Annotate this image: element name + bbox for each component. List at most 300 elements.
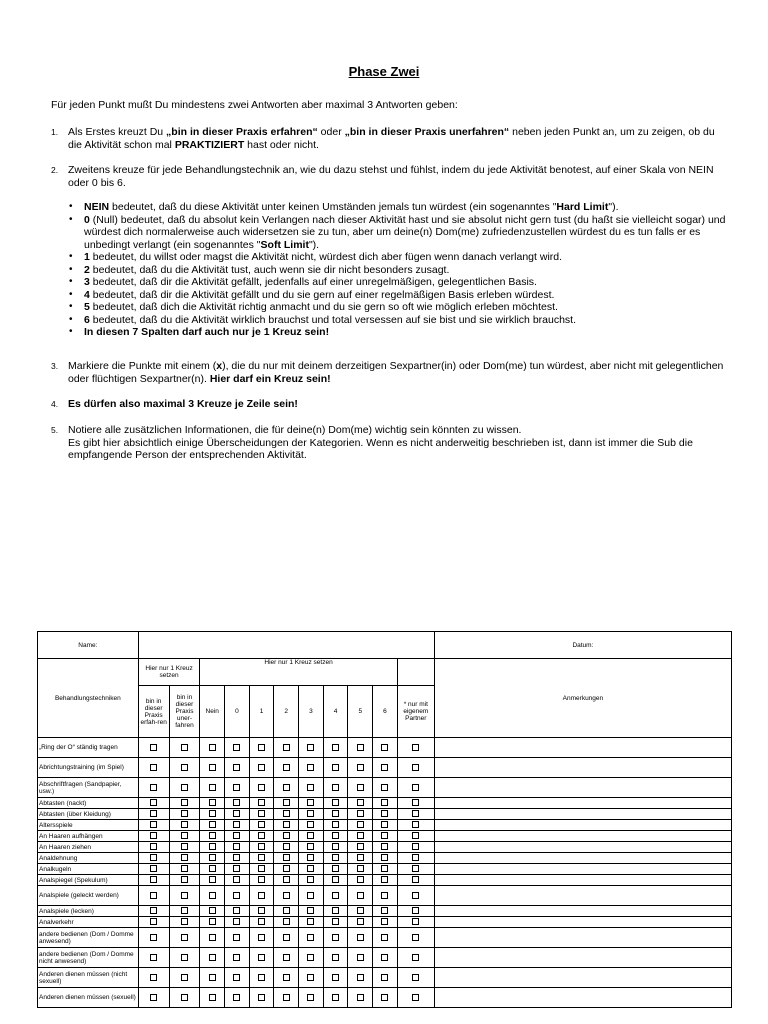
- checkbox[interactable]: [412, 854, 419, 861]
- checkbox[interactable]: [258, 892, 265, 899]
- anmerkungen-cell[interactable]: [434, 864, 731, 875]
- checkbox[interactable]: [381, 799, 388, 806]
- checkbox[interactable]: [209, 892, 216, 899]
- checkbox[interactable]: [332, 918, 339, 925]
- checkbox[interactable]: [332, 799, 339, 806]
- checkbox-cell: [249, 928, 274, 948]
- checkbox[interactable]: [209, 744, 216, 751]
- checkbox[interactable]: [233, 994, 240, 1001]
- list-item: • NEIN bedeutet, daß du diese Aktivität unter keinen Umständen jemals tun würdest (ein sogenanntes "Hard Limit").: [68, 201, 728, 214]
- checkbox[interactable]: [357, 821, 364, 828]
- checkbox[interactable]: [307, 954, 314, 961]
- checkbox-cell: [348, 758, 373, 778]
- checkbox[interactable]: [412, 799, 419, 806]
- checkbox[interactable]: [209, 876, 216, 883]
- checkbox[interactable]: [150, 843, 157, 850]
- checkbox-cell: [249, 831, 274, 842]
- checkbox[interactable]: [412, 865, 419, 872]
- checkbox[interactable]: [332, 784, 339, 791]
- checkbox[interactable]: [357, 994, 364, 1001]
- checkbox-cell: [169, 798, 200, 809]
- checkbox[interactable]: [258, 918, 265, 925]
- techniques-table: [37, 631, 732, 1008]
- checkbox[interactable]: [283, 744, 290, 751]
- checkbox[interactable]: [412, 974, 419, 981]
- anmerkungen-cell[interactable]: [434, 831, 731, 842]
- technique-label: Abtasten (über Kleidung): [38, 809, 139, 820]
- checkbox[interactable]: [381, 907, 388, 914]
- checkbox[interactable]: [209, 907, 216, 914]
- checkbox-cell: [348, 917, 373, 928]
- technique-label: andere bedienen (Dom / Domme nicht anwesend): [38, 948, 139, 968]
- checkbox[interactable]: [283, 784, 290, 791]
- checkbox[interactable]: [412, 832, 419, 839]
- checkbox[interactable]: [233, 907, 240, 914]
- checkbox[interactable]: [357, 892, 364, 899]
- checkbox-cell: [225, 820, 250, 831]
- checkbox[interactable]: [181, 799, 188, 806]
- checkbox[interactable]: [381, 918, 388, 925]
- checkbox[interactable]: [332, 764, 339, 771]
- checkbox[interactable]: [150, 865, 157, 872]
- checkbox[interactable]: [307, 994, 314, 1001]
- checkbox[interactable]: [332, 832, 339, 839]
- checkbox[interactable]: [381, 994, 388, 1001]
- checkbox[interactable]: [150, 764, 157, 771]
- col-5: 5: [348, 686, 373, 738]
- checkbox[interactable]: [233, 876, 240, 883]
- checkbox[interactable]: [150, 892, 157, 899]
- checkbox[interactable]: [181, 865, 188, 872]
- checkbox[interactable]: [150, 918, 157, 925]
- checkbox[interactable]: [332, 810, 339, 817]
- checkbox[interactable]: [412, 907, 419, 914]
- checkbox-cell: [225, 809, 250, 820]
- checkbox-cell: [225, 988, 250, 1008]
- checkbox-cell: [323, 831, 348, 842]
- checkbox-cell: [225, 928, 250, 948]
- checkbox[interactable]: [332, 974, 339, 981]
- checkbox-cell: [348, 809, 373, 820]
- checkbox[interactable]: [332, 907, 339, 914]
- checkbox[interactable]: [258, 810, 265, 817]
- checkbox[interactable]: [412, 784, 419, 791]
- page-title: Phase Zwei: [348, 64, 420, 79]
- technique-label: Analspiele (geleckt werden): [38, 886, 139, 906]
- checkbox[interactable]: [307, 907, 314, 914]
- checkbox-cell: [323, 864, 348, 875]
- checkbox[interactable]: [181, 907, 188, 914]
- anmerkungen-cell[interactable]: [434, 988, 731, 1008]
- checkbox[interactable]: [258, 954, 265, 961]
- checkbox[interactable]: [381, 934, 388, 941]
- checkbox[interactable]: [258, 784, 265, 791]
- checkbox-cell: [397, 738, 434, 758]
- checkbox[interactable]: [233, 799, 240, 806]
- checkbox-cell: [138, 886, 169, 906]
- checkbox[interactable]: [150, 934, 157, 941]
- anmerkungen-cell[interactable]: [434, 968, 731, 988]
- checkbox[interactable]: [381, 832, 388, 839]
- checkbox[interactable]: [307, 843, 314, 850]
- checkbox-cell: [138, 864, 169, 875]
- checkbox[interactable]: [357, 865, 364, 872]
- checkbox-cell: [348, 853, 373, 864]
- checkbox[interactable]: [258, 832, 265, 839]
- checkbox[interactable]: [357, 918, 364, 925]
- checkbox-cell: [249, 875, 274, 886]
- checkbox-cell: [249, 917, 274, 928]
- anmerkungen-cell[interactable]: [434, 738, 731, 758]
- checkbox-cell: [373, 988, 398, 1008]
- checkbox[interactable]: [209, 865, 216, 872]
- checkbox-cell: [373, 842, 398, 853]
- checkbox-cell: [169, 906, 200, 917]
- checkbox[interactable]: [150, 954, 157, 961]
- checkbox[interactable]: [307, 865, 314, 872]
- technique-label: An Haaren ziehen: [38, 842, 139, 853]
- checkbox-cell: [373, 778, 398, 798]
- checkbox-cell: [225, 831, 250, 842]
- checkbox-cell: [348, 906, 373, 917]
- checkbox[interactable]: [283, 907, 290, 914]
- checkbox[interactable]: [181, 994, 188, 1001]
- checkbox[interactable]: [381, 810, 388, 817]
- checkbox[interactable]: [357, 876, 364, 883]
- anmerkungen-cell[interactable]: [434, 809, 731, 820]
- checkbox[interactable]: [150, 994, 157, 1001]
- checkbox-cell: [249, 738, 274, 758]
- checkbox-cell: [299, 917, 324, 928]
- checkbox[interactable]: [412, 892, 419, 899]
- checkbox-cell: [225, 968, 250, 988]
- checkbox-cell: [397, 778, 434, 798]
- anmerkungen-cell[interactable]: [434, 948, 731, 968]
- checkbox[interactable]: [258, 994, 265, 1001]
- checkbox-cell: [373, 831, 398, 842]
- list-item: • 6 bedeutet, daß du die Aktivität wirklich brauchst und total versessen auf sie bist und sie wirklich brauchst.: [68, 314, 728, 327]
- checkbox[interactable]: [283, 764, 290, 771]
- checkbox[interactable]: [233, 854, 240, 861]
- checkbox-cell: [373, 809, 398, 820]
- checkbox[interactable]: [258, 799, 265, 806]
- checkbox-cell: [348, 886, 373, 906]
- checkbox[interactable]: [181, 918, 188, 925]
- checkbox[interactable]: [357, 843, 364, 850]
- checkbox[interactable]: [412, 764, 419, 771]
- technique-label: Anderen dienen müssen (nicht sexuell): [38, 968, 139, 988]
- checkbox[interactable]: [258, 744, 265, 751]
- checkbox-cell: [299, 809, 324, 820]
- checkbox[interactable]: [150, 832, 157, 839]
- checkbox-cell: [299, 798, 324, 809]
- checkbox[interactable]: [258, 876, 265, 883]
- checkbox[interactable]: [332, 865, 339, 872]
- checkbox[interactable]: [233, 974, 240, 981]
- checkbox[interactable]: [381, 764, 388, 771]
- checkbox[interactable]: [412, 810, 419, 817]
- table-row: [38, 738, 732, 758]
- checkbox[interactable]: [283, 854, 290, 861]
- checkbox[interactable]: [150, 974, 157, 981]
- checkbox[interactable]: [283, 810, 290, 817]
- checkbox[interactable]: [150, 821, 157, 828]
- anmerkungen-cell[interactable]: [434, 853, 731, 864]
- checkbox[interactable]: [307, 892, 314, 899]
- checkbox[interactable]: [412, 876, 419, 883]
- checkbox[interactable]: [233, 784, 240, 791]
- checkbox[interactable]: [307, 784, 314, 791]
- checkbox[interactable]: [233, 865, 240, 872]
- checkbox[interactable]: [181, 934, 188, 941]
- checkbox[interactable]: [209, 843, 216, 850]
- checkbox[interactable]: [412, 918, 419, 925]
- checkbox[interactable]: [307, 934, 314, 941]
- anmerkungen-cell[interactable]: [434, 758, 731, 778]
- checkbox[interactable]: [381, 954, 388, 961]
- checkbox[interactable]: [283, 918, 290, 925]
- checkbox[interactable]: [209, 854, 216, 861]
- checkbox[interactable]: [357, 907, 364, 914]
- checkbox[interactable]: [332, 821, 339, 828]
- checkbox[interactable]: [357, 810, 364, 817]
- checkbox[interactable]: [209, 832, 216, 839]
- checkbox[interactable]: [209, 994, 216, 1001]
- instruction-1: 1. Als Erstes kreuzt Du „bin in dieser Praxis erfahren“ oder „bin in dieser Praxis unerfahren“ neben jeden Punkt an, um zu zeigen, ob du die Aktivität schon mal PRAKTIZIERT hast oder nicht.: [51, 126, 715, 151]
- checkbox[interactable]: [357, 832, 364, 839]
- checkbox[interactable]: [283, 934, 290, 941]
- checkbox-cell: [225, 875, 250, 886]
- checkbox[interactable]: [258, 907, 265, 914]
- checkbox[interactable]: [307, 821, 314, 828]
- checkbox[interactable]: [181, 744, 188, 751]
- checkbox[interactable]: [181, 892, 188, 899]
- checkbox-cell: [200, 738, 225, 758]
- checkbox[interactable]: [181, 954, 188, 961]
- checkbox[interactable]: [283, 821, 290, 828]
- table-row: [38, 968, 732, 988]
- checkbox[interactable]: [283, 876, 290, 883]
- technique-label: An Haaren aufhängen: [38, 831, 139, 842]
- checkbox[interactable]: [181, 876, 188, 883]
- checkbox[interactable]: [283, 892, 290, 899]
- checkbox[interactable]: [412, 843, 419, 850]
- anmerkungen-cell[interactable]: [434, 917, 731, 928]
- checkbox[interactable]: [181, 832, 188, 839]
- checkbox-cell: [348, 928, 373, 948]
- checkbox[interactable]: [181, 764, 188, 771]
- name-field[interactable]: [138, 632, 434, 659]
- checkbox[interactable]: [258, 764, 265, 771]
- checkbox[interactable]: [258, 865, 265, 872]
- checkbox[interactable]: [357, 854, 364, 861]
- checkbox[interactable]: [283, 865, 290, 872]
- checkbox[interactable]: [209, 784, 216, 791]
- checkbox-cell: [249, 948, 274, 968]
- checkbox[interactable]: [233, 810, 240, 817]
- checkbox[interactable]: [283, 843, 290, 850]
- checkbox[interactable]: [283, 994, 290, 1001]
- checkbox[interactable]: [283, 799, 290, 806]
- table-row: [38, 798, 732, 809]
- technique-label: „Ring der O“ ständig tragen: [38, 738, 139, 758]
- table-row: [38, 875, 732, 886]
- checkbox[interactable]: [307, 810, 314, 817]
- anmerkungen-cell[interactable]: [434, 886, 731, 906]
- checkbox[interactable]: [233, 918, 240, 925]
- checkbox[interactable]: [412, 954, 419, 961]
- checkbox-cell: [225, 778, 250, 798]
- checkbox[interactable]: [307, 832, 314, 839]
- checkbox[interactable]: [307, 918, 314, 925]
- checkbox[interactable]: [181, 974, 188, 981]
- anmerkungen-cell[interactable]: [434, 820, 731, 831]
- checkbox[interactable]: [209, 821, 216, 828]
- checkbox[interactable]: [258, 854, 265, 861]
- technique-label: Abschriftfragen (Sandpapier, usw.): [38, 778, 139, 798]
- checkbox[interactable]: [209, 764, 216, 771]
- checkbox-cell: [348, 778, 373, 798]
- checkbox-cell: [323, 798, 348, 809]
- checkbox-cell: [249, 853, 274, 864]
- list-item: • 2 bedeutet, daß du die Aktivität tust, auch wenn sie dir nicht besonders zusagt.: [68, 264, 728, 277]
- checkbox-cell: [348, 798, 373, 809]
- checkbox[interactable]: [283, 954, 290, 961]
- checkbox[interactable]: [181, 854, 188, 861]
- checkbox[interactable]: [381, 876, 388, 883]
- checkbox[interactable]: [412, 994, 419, 1001]
- checkbox[interactable]: [381, 821, 388, 828]
- checkbox[interactable]: [283, 974, 290, 981]
- checkbox[interactable]: [258, 934, 265, 941]
- checkbox-cell: [348, 820, 373, 831]
- checkbox[interactable]: [258, 974, 265, 981]
- checkbox[interactable]: [357, 799, 364, 806]
- checkbox[interactable]: [150, 784, 157, 791]
- checkbox-cell: [138, 738, 169, 758]
- checkbox[interactable]: [150, 810, 157, 817]
- table-row: [38, 917, 732, 928]
- checkbox[interactable]: [357, 954, 364, 961]
- checkbox[interactable]: [258, 843, 265, 850]
- checkbox[interactable]: [381, 865, 388, 872]
- checkbox[interactable]: [233, 764, 240, 771]
- checkbox[interactable]: [357, 744, 364, 751]
- checkbox[interactable]: [412, 744, 419, 751]
- checkbox[interactable]: [150, 876, 157, 883]
- checkbox[interactable]: [381, 784, 388, 791]
- checkbox[interactable]: [357, 784, 364, 791]
- checkbox[interactable]: [233, 832, 240, 839]
- checkbox[interactable]: [332, 876, 339, 883]
- checkbox-cell: [249, 809, 274, 820]
- table-row: [38, 853, 732, 864]
- checkbox[interactable]: [332, 892, 339, 899]
- checkbox[interactable]: [233, 843, 240, 850]
- checkbox-cell: [200, 853, 225, 864]
- checkbox-cell: [169, 968, 200, 988]
- checkbox[interactable]: [332, 843, 339, 850]
- anmerkungen-cell[interactable]: [434, 906, 731, 917]
- checkbox[interactable]: [332, 994, 339, 1001]
- checkbox-cell: [169, 778, 200, 798]
- checkbox[interactable]: [150, 907, 157, 914]
- checkbox-cell: [249, 988, 274, 1008]
- checkbox[interactable]: [307, 764, 314, 771]
- checkbox[interactable]: [181, 784, 188, 791]
- anmerkungen-cell[interactable]: [434, 875, 731, 886]
- checkbox[interactable]: [332, 954, 339, 961]
- checkbox[interactable]: [381, 892, 388, 899]
- checkbox[interactable]: [181, 810, 188, 817]
- checkbox[interactable]: [332, 854, 339, 861]
- checkbox-cell: [274, 906, 299, 917]
- checkbox[interactable]: [150, 799, 157, 806]
- checkbox[interactable]: [381, 974, 388, 981]
- checkbox[interactable]: [209, 918, 216, 925]
- checkbox[interactable]: [307, 974, 314, 981]
- anmerkungen-cell[interactable]: [434, 778, 731, 798]
- anmerkungen-cell[interactable]: [434, 928, 731, 948]
- col-4: 4: [323, 686, 348, 738]
- checkbox[interactable]: [150, 744, 157, 751]
- checkbox[interactable]: [332, 934, 339, 941]
- name-label: Name:: [38, 632, 139, 659]
- checkbox[interactable]: [209, 799, 216, 806]
- checkbox-cell: [169, 842, 200, 853]
- checkbox[interactable]: [181, 821, 188, 828]
- checkbox-cell: [169, 853, 200, 864]
- checkbox[interactable]: [307, 876, 314, 883]
- checkbox[interactable]: [283, 832, 290, 839]
- checkbox[interactable]: [412, 934, 419, 941]
- checkbox[interactable]: [307, 744, 314, 751]
- anmerkungen-cell[interactable]: [434, 798, 731, 809]
- checkbox[interactable]: [181, 843, 188, 850]
- checkbox-cell: [299, 831, 324, 842]
- checkbox[interactable]: [357, 764, 364, 771]
- checkbox[interactable]: [209, 954, 216, 961]
- checkbox[interactable]: [233, 744, 240, 751]
- checkbox[interactable]: [381, 843, 388, 850]
- checkbox[interactable]: [150, 854, 157, 861]
- intro-text: Für jeden Punkt mußt Du mindestens zwei Antworten aber maximal 3 Antworten geben:: [51, 99, 458, 111]
- checkbox[interactable]: [381, 854, 388, 861]
- checkbox[interactable]: [233, 934, 240, 941]
- checkbox-cell: [225, 917, 250, 928]
- checkbox[interactable]: [258, 821, 265, 828]
- checkbox[interactable]: [209, 810, 216, 817]
- technique-label: Altersspiele: [38, 820, 139, 831]
- checkbox[interactable]: [332, 744, 339, 751]
- checkbox[interactable]: [357, 934, 364, 941]
- checkbox[interactable]: [233, 954, 240, 961]
- checkbox[interactable]: [233, 892, 240, 899]
- checkbox[interactable]: [307, 854, 314, 861]
- anmerkungen-cell[interactable]: [434, 842, 731, 853]
- checkbox-cell: [225, 853, 250, 864]
- checkbox[interactable]: [381, 744, 388, 751]
- checkbox[interactable]: [412, 821, 419, 828]
- checkbox-cell: [225, 758, 250, 778]
- technique-label: Analdehnung: [38, 853, 139, 864]
- checkbox[interactable]: [233, 821, 240, 828]
- checkbox-cell: [373, 798, 398, 809]
- checkbox[interactable]: [209, 934, 216, 941]
- checkbox[interactable]: [307, 799, 314, 806]
- checkbox[interactable]: [209, 974, 216, 981]
- checkbox[interactable]: [357, 974, 364, 981]
